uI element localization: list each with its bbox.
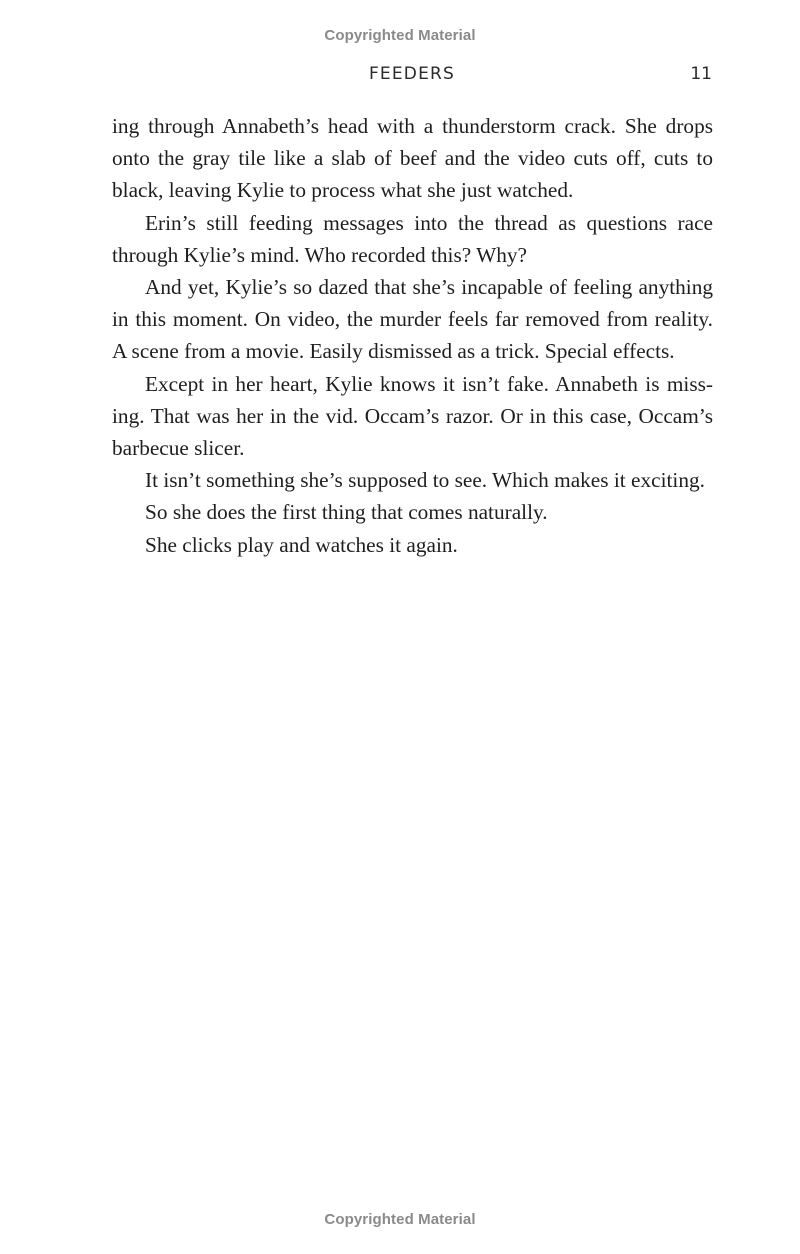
paragraph: And yet, Kylie’s so dazed that she’s incapable of feeling anything in this moment. On video, the murder feels far removed from reality. A scene from a movie. Easily dismissed as a trick. Special effects. (112, 275, 713, 364)
paragraph: So she does the first thing that comes naturally. (145, 500, 548, 525)
paragraph: Except in her heart, Kylie knows it isn’t fake. Annabeth is missing. That was her in the vid. Occam’s razor. Or in this case, Occam’s barbecue slicer. (112, 371, 713, 461)
paragraph: ing through Annabeth’s head with a thunderstorm crack. She drops onto the gray tile like a slab of beef and the video cuts off, cuts to black, leaving Kylie to process what she just watched. (112, 114, 713, 203)
page-number: 11 (690, 64, 712, 84)
running-header (112, 64, 712, 88)
book-title: FEEDERS (368, 64, 456, 84)
paragraph: Erin’s still feeding messages into the thread as questions race through Kylie’s mind. Who recorded this? Why? (112, 210, 713, 267)
paragraph: She clicks play and watches it again. (145, 532, 458, 557)
copyright-watermark-top: Copyrighted Material (324, 27, 476, 44)
body-text (112, 110, 713, 561)
copyright-watermark-bottom: Copyrighted Material (324, 1211, 476, 1228)
paragraph: It isn’t something she’s supposed to see. Which makes it exciting. (145, 468, 705, 493)
